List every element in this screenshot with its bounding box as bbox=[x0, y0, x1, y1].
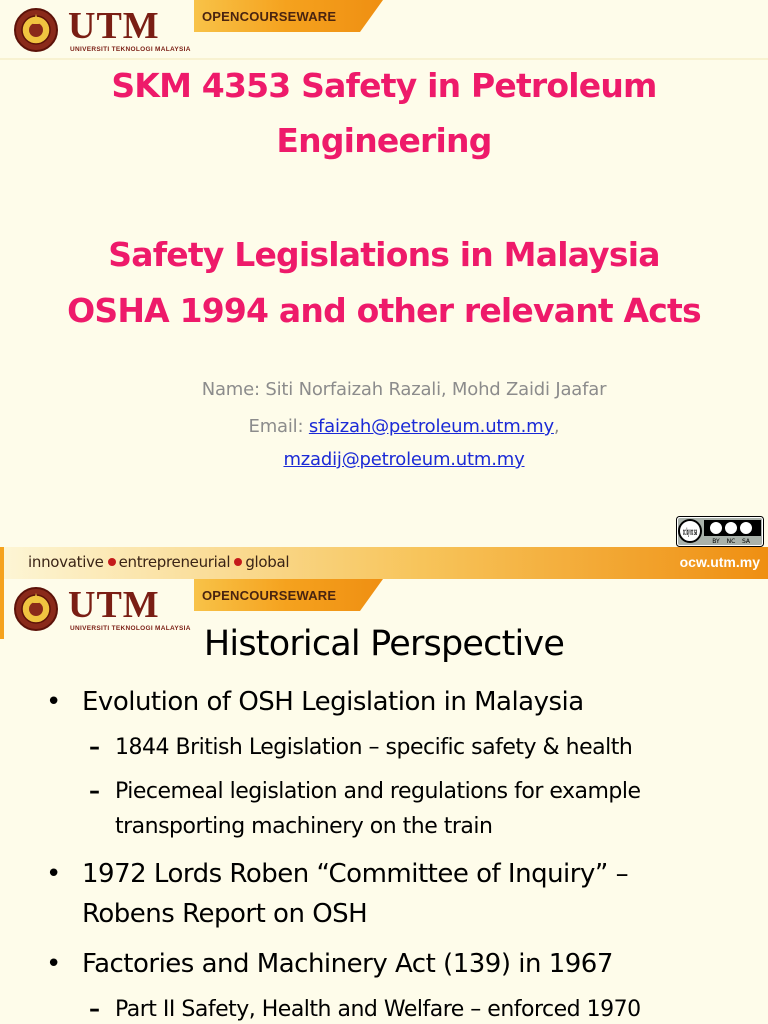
topic-title-line2: OSHA 1994 and other relevant Acts bbox=[67, 291, 701, 330]
email-link-1[interactable]: sfaizah@petroleum.utm.my bbox=[308, 416, 554, 437]
bullet-text: Evolution of OSH Legislation in Malaysia bbox=[82, 687, 584, 717]
email-line-1 bbox=[0, 416, 768, 437]
ocw-site-link[interactable]: ocw.utm.my bbox=[679, 554, 760, 570]
bullet-item bbox=[46, 856, 629, 893]
cc-sa-label: SA bbox=[741, 538, 751, 545]
email-line-2 bbox=[0, 449, 768, 470]
cc-nc-label: NC bbox=[726, 538, 736, 545]
dash-icon: – bbox=[89, 779, 100, 804]
course-title-line1: SKM 4353 Safety in Petroleum bbox=[111, 66, 657, 105]
slide-header bbox=[0, 0, 768, 60]
bullet-item bbox=[46, 946, 613, 983]
bullet-icon: • bbox=[46, 949, 61, 979]
tag-dot-icon bbox=[108, 558, 116, 566]
bullet-text: Factories and Machinery Act (139) in 1967 bbox=[82, 949, 613, 979]
email-label: Email: bbox=[248, 416, 309, 437]
slide-heading: Historical Perspective bbox=[203, 624, 565, 664]
subbullet-item bbox=[89, 731, 633, 765]
utm-crest-icon bbox=[12, 6, 62, 54]
slide-historical-perspective bbox=[0, 547, 768, 1024]
bullet-item bbox=[46, 684, 584, 721]
cc-by-label: BY bbox=[712, 538, 720, 545]
bullet-text: 1972 Lords Roben “Committee of Inquiry” – bbox=[82, 859, 629, 889]
dash-icon: – bbox=[89, 997, 100, 1022]
tagline-band bbox=[0, 547, 768, 579]
email-separator: , bbox=[553, 416, 560, 437]
bullet-text: Robens Report on OSH bbox=[82, 899, 368, 929]
tag-dot-icon bbox=[234, 558, 242, 566]
logo-subtitle-2: UNIVERSITI TEKNOLOGI MALAYSIA bbox=[70, 625, 191, 632]
tag-innovative: innovative bbox=[28, 553, 104, 571]
logo-text: UTM bbox=[68, 5, 160, 47]
utm-logo bbox=[12, 5, 191, 54]
tag-global: global bbox=[245, 553, 290, 571]
bullet-icon: • bbox=[46, 687, 61, 717]
subbullet-text: Piecemeal legislation and regulations for example bbox=[115, 779, 641, 804]
tag-entrepreneurial: entrepreneurial bbox=[118, 553, 231, 571]
logo-text-2: UTM bbox=[68, 584, 160, 626]
author-names: Name: Siti Norfaizah Razali, Mohd Zaidi Jaafar bbox=[201, 379, 607, 400]
opencourseware-label: OPENCOURSEWARE bbox=[202, 9, 337, 24]
bullet-continuation bbox=[82, 896, 367, 933]
topic-title-line1: Safety Legislations in Malaysia bbox=[108, 235, 660, 274]
subbullet-item bbox=[89, 993, 641, 1024]
bullet-icon: • bbox=[46, 859, 61, 889]
cc-badge-text: cc by nc sa bbox=[683, 527, 697, 538]
creative-commons-badge bbox=[676, 516, 764, 547]
subbullet-continuation bbox=[115, 810, 492, 844]
subbullet-item bbox=[89, 775, 641, 809]
subbullet-text: Part II Safety, Health and Welfare – enforced 1970 bbox=[115, 997, 641, 1022]
opencourseware-label-2: OPENCOURSEWARE bbox=[202, 588, 337, 603]
logo-subtitle: UNIVERSITI TEKNOLOGI MALAYSIA bbox=[70, 46, 191, 53]
dash-icon: – bbox=[89, 735, 100, 760]
subbullet-text: transporting machinery on the train bbox=[115, 814, 493, 839]
email-link-2[interactable]: mzadij@petroleum.utm.my bbox=[283, 449, 525, 470]
tagline-text bbox=[28, 553, 289, 571]
course-title-line2: Engineering bbox=[276, 121, 492, 160]
subbullet-text: 1844 British Legislation – specific safety & health bbox=[115, 735, 633, 760]
